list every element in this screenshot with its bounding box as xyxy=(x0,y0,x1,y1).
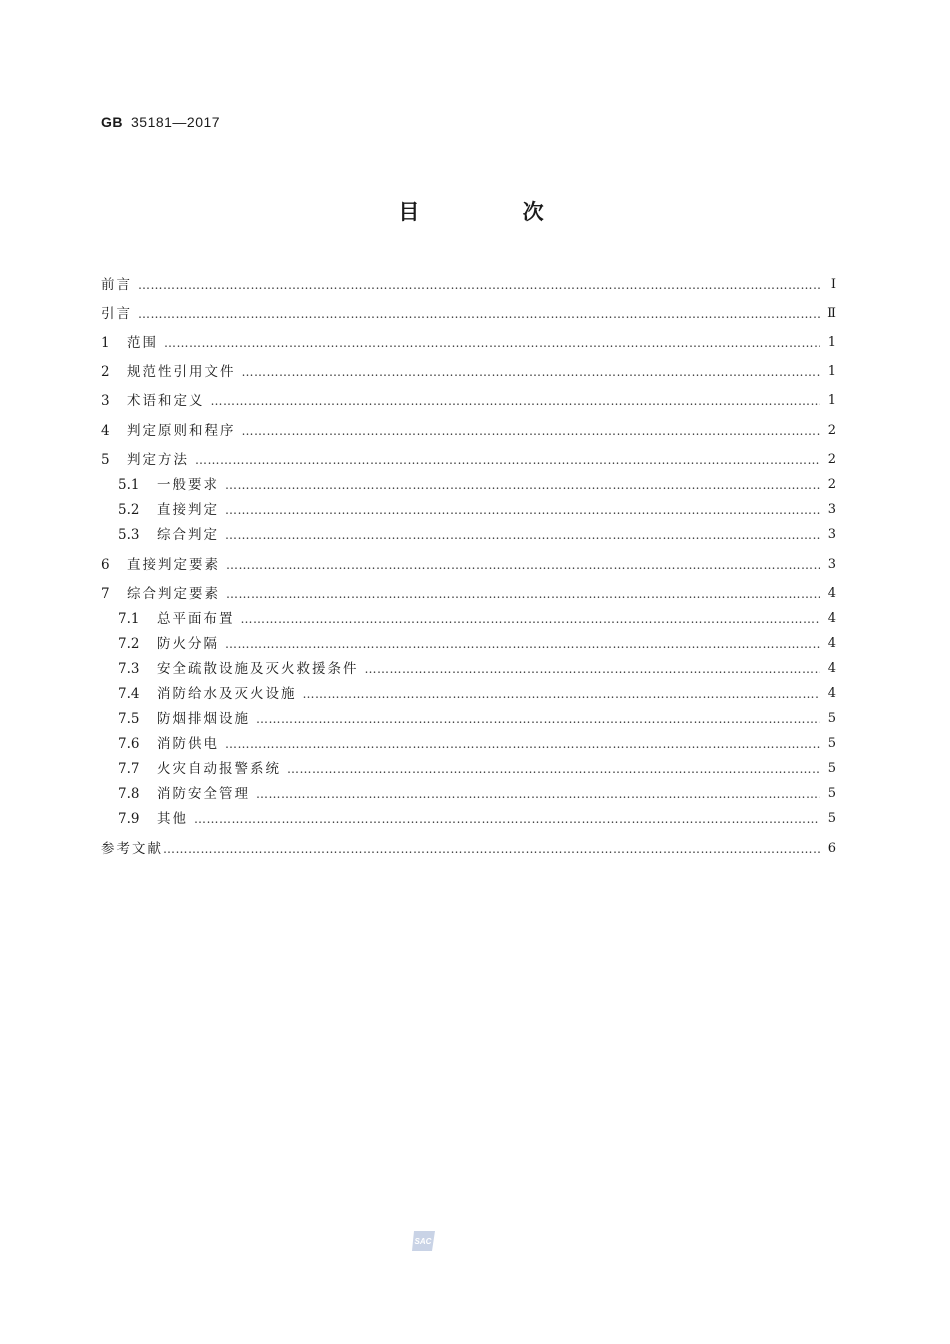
toc-entry[interactable] xyxy=(101,304,836,324)
toc-entry[interactable] xyxy=(101,450,836,470)
toc-entry-page: 4 xyxy=(827,661,836,676)
toc-entry-page: 6 xyxy=(827,841,836,856)
toc-entry-label: 术语和定义 xyxy=(127,393,205,409)
toc-entry-page: 5 xyxy=(827,736,836,751)
toc-leader-dots xyxy=(242,362,821,382)
toc-entry[interactable] xyxy=(118,659,836,679)
toc-leader-dots xyxy=(211,391,821,411)
toc-leader-dots xyxy=(225,475,820,495)
toc-entry-label: 火灾自动报警系统 xyxy=(157,761,281,777)
toc-entry-number: 2 xyxy=(101,364,110,380)
toc-entry-label: 安全疏散设施及灭火救援条件 xyxy=(157,661,359,677)
toc-entry-number: 4 xyxy=(101,423,110,439)
toc-entry-label: 引言 xyxy=(101,306,132,322)
toc-entry-page: 5 xyxy=(827,761,836,776)
toc-entry-page: 3 xyxy=(827,557,836,572)
standard-code xyxy=(101,114,220,130)
toc-entry-label: 消防给水及灭火设施 xyxy=(157,686,297,702)
toc-entry-page: 5 xyxy=(827,711,836,726)
toc-entry[interactable] xyxy=(118,784,836,804)
toc-leader-dots xyxy=(225,525,820,545)
toc-entry-label: 防火分隔 xyxy=(157,636,219,652)
toc-entry-label: 综合判定要素 xyxy=(127,586,220,602)
standard-number: 35181—2017 xyxy=(131,114,221,130)
toc-entry-number: 7 xyxy=(101,586,110,602)
toc-entry-number: 7.4 xyxy=(118,686,140,702)
toc-entry[interactable] xyxy=(101,362,836,382)
toc-entry-label: 消防安全管理 xyxy=(157,786,250,802)
toc-leader-dots xyxy=(256,709,820,729)
toc-entry-number: 7.7 xyxy=(118,761,140,777)
toc-entry-number: 5.2 xyxy=(118,502,140,518)
toc-leader-dots xyxy=(225,734,820,754)
toc-leader-dots xyxy=(241,609,821,629)
toc-entry[interactable] xyxy=(118,759,836,779)
toc-entry-page: Ⅰ xyxy=(830,277,836,292)
toc-entry-page: 4 xyxy=(827,586,836,601)
toc-entry[interactable] xyxy=(101,421,836,441)
toc-entry-page: 4 xyxy=(827,636,836,651)
toc-entry-page: 1 xyxy=(827,393,836,408)
toc-entry[interactable] xyxy=(118,809,836,829)
toc-entry[interactable] xyxy=(101,584,836,604)
toc-entry-number: 7.8 xyxy=(118,786,140,802)
standard-prefix: GB xyxy=(101,114,123,130)
toc-entry-number: 5 xyxy=(101,452,110,468)
toc-entry[interactable] xyxy=(101,839,836,859)
toc-entry[interactable] xyxy=(118,709,836,729)
toc-entry[interactable] xyxy=(118,525,836,545)
toc-entry[interactable] xyxy=(118,475,836,495)
toc-leader-dots xyxy=(163,839,820,859)
toc-entry-number: 5.1 xyxy=(118,477,140,493)
toc-leader-dots xyxy=(194,809,820,829)
toc-leader-dots xyxy=(225,500,820,520)
toc-entry-number: 6 xyxy=(101,557,110,573)
page-title: 目 次 xyxy=(398,200,592,224)
toc-entry-number: 1 xyxy=(101,335,110,351)
sac-logo-icon xyxy=(410,1229,437,1253)
toc-entry[interactable] xyxy=(101,275,836,295)
toc-entry-page: 4 xyxy=(827,686,836,701)
toc-entry-label: 直接判定 xyxy=(157,502,219,518)
toc-entry-page: 3 xyxy=(827,502,836,517)
toc-leader-dots xyxy=(195,450,820,470)
toc-leader-dots xyxy=(303,684,821,704)
toc-entry[interactable] xyxy=(101,555,836,575)
toc-leader-dots xyxy=(365,659,821,679)
toc-entry-label: 参考文献 xyxy=(101,841,163,857)
toc-entry-page: Ⅱ xyxy=(827,306,836,321)
toc-entry[interactable] xyxy=(118,609,836,629)
toc-entry-label: 直接判定要素 xyxy=(127,557,220,573)
toc-entry-label: 综合判定 xyxy=(157,527,219,543)
toc-entry-label: 消防供电 xyxy=(157,736,219,752)
toc-entry-number: 7.2 xyxy=(118,636,140,652)
toc-entry-number: 3 xyxy=(101,393,110,409)
toc-entry-page: 4 xyxy=(827,611,836,626)
toc-entry-page: 2 xyxy=(827,423,836,438)
toc-entry-label: 总平面布置 xyxy=(157,611,235,627)
toc-leader-dots xyxy=(256,784,820,804)
toc-leader-dots xyxy=(164,333,820,353)
toc-entry-page: 3 xyxy=(827,527,836,542)
toc-entry-label: 判定方法 xyxy=(127,452,189,468)
toc-leader-dots xyxy=(138,275,820,295)
toc-entry-number: 7.9 xyxy=(118,811,140,827)
toc-entry-page: 2 xyxy=(827,477,836,492)
toc-entry-label: 判定原则和程序 xyxy=(127,423,236,439)
toc-leader-dots xyxy=(226,584,820,604)
toc-leader-dots xyxy=(225,634,820,654)
toc-entry-page: 5 xyxy=(827,811,836,826)
svg-text:SAC: SAC xyxy=(414,1237,432,1246)
toc-entry-page: 5 xyxy=(827,786,836,801)
toc-entry-label: 前言 xyxy=(101,277,132,293)
toc-entry[interactable] xyxy=(118,634,836,654)
toc-entry-label: 其他 xyxy=(157,811,188,827)
toc-entry-label: 规范性引用文件 xyxy=(127,364,236,380)
toc-leader-dots xyxy=(138,304,820,324)
toc-entry-number: 7.5 xyxy=(118,711,140,727)
toc-entry[interactable] xyxy=(118,684,836,704)
toc-entry[interactable] xyxy=(118,734,836,754)
toc-entry-page: 2 xyxy=(827,452,836,467)
toc-entry-label: 一般要求 xyxy=(157,477,219,493)
toc-leader-dots xyxy=(242,421,821,441)
toc-leader-dots xyxy=(287,759,820,779)
toc-entry[interactable] xyxy=(101,333,836,353)
toc-entry-page: 1 xyxy=(827,335,836,350)
toc-entry-label: 范围 xyxy=(127,335,158,351)
toc-leader-dots xyxy=(226,555,820,575)
toc-entry[interactable] xyxy=(118,500,836,520)
toc-entry-number: 7.1 xyxy=(118,611,140,627)
toc-entry-label: 防烟排烟设施 xyxy=(157,711,250,727)
toc-entry-number: 7.6 xyxy=(118,736,140,752)
toc-entry-page: 1 xyxy=(827,364,836,379)
toc-entry[interactable] xyxy=(101,391,836,411)
toc-entry-number: 5.3 xyxy=(118,527,140,543)
toc-entry-number: 7.3 xyxy=(118,661,140,677)
